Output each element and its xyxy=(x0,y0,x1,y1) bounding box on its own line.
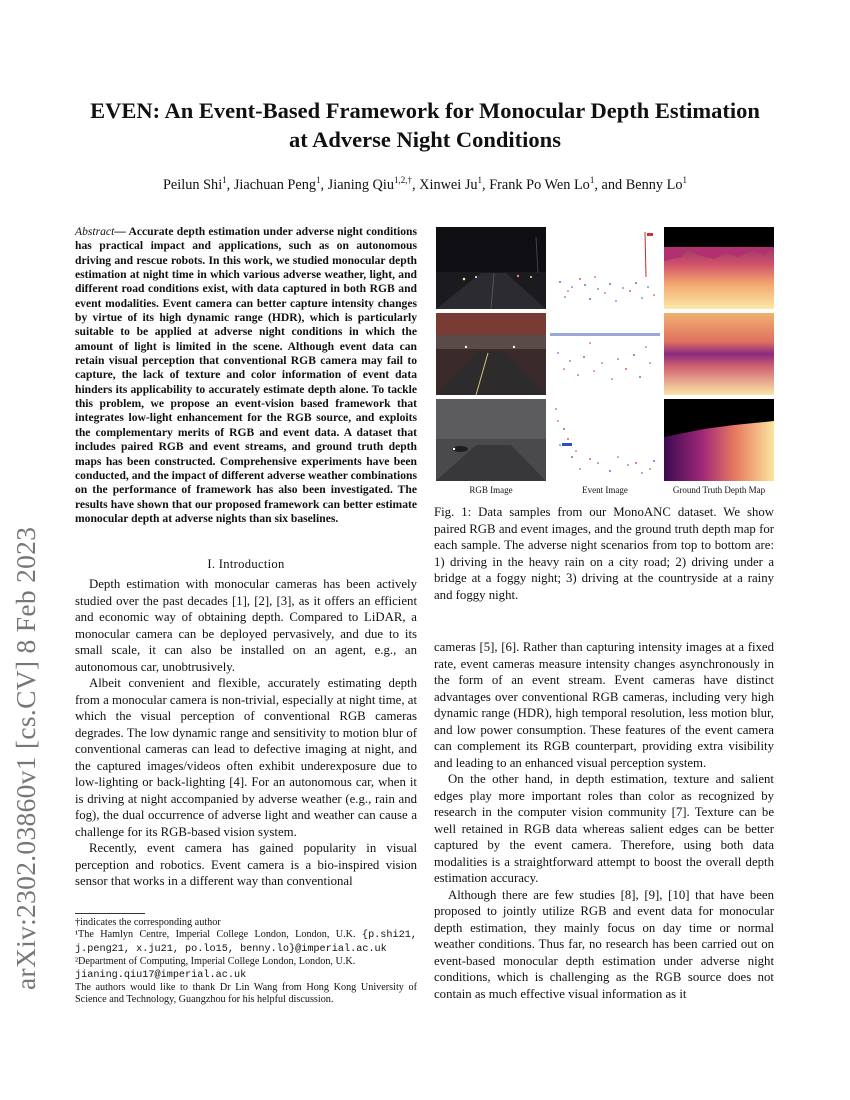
column-label-depth: Ground Truth Depth Map xyxy=(672,485,766,495)
email: jianing.qiu17@imperial.ac.uk xyxy=(75,969,247,981)
arxiv-sidebar-id: arXiv:2302.03860v1 [cs.CV] 8 Feb 2023 xyxy=(10,526,41,990)
footnote-rule xyxy=(75,913,145,914)
event-image-foggy-bridge xyxy=(550,313,660,395)
footnote-thanks: The authors would like to thank Dr Lin Wang from Hong Kong University of Science and Technology, Guangzhou for his helpful discussion. xyxy=(75,982,417,1006)
figure-caption: Fig. 1: Data samples from our MonoANC dataset. We show paired RGB and event images, and the ground truth depth map for each sample. The adverse night scenarios from top to bottom are: 1) driving in the heavy rain on a city road; 2) driving under a bridge at a foggy night; 3) driving at the countryside at a rainy and foggy night. xyxy=(434,505,774,602)
author: Benny Lo$^1$ xyxy=(625,175,688,193)
depth-map-countryside xyxy=(664,399,774,481)
event-image-rain-city xyxy=(550,227,660,309)
author: Peilun Shi$^1$ xyxy=(162,175,227,193)
depth-map-foggy-bridge xyxy=(664,313,774,395)
footnote-corresponding: †indicates the corresponding author xyxy=(75,917,221,928)
abstract xyxy=(75,225,417,526)
rgb-image-foggy-bridge xyxy=(436,313,546,395)
author: Xinwei Ju$^1$ xyxy=(419,175,483,193)
author: Jianing Qiu$^{1,2,\dagger}$ xyxy=(327,175,412,193)
paragraph: Albeit convenient and flexible, accurately estimating depth from a monocular camera is non-trivial, especially at night time, at which the visual perception of conventional RGB cameras degrades. The low dynamic range and sensitivity to motion blur of conventional cameras can lead to defective imaging at night, and the captured images/videos often exhibit underexposure due to low-lighting or back-lighting [4]. For an autonomous car, when it is driving at night accompanied by adverse weather (e.g., rain and fog), the dual occurrence of adverse light and weather can cause a challenge for its RGB-based vision system. xyxy=(75,676,417,839)
abstract-text: — Accurate depth estimation under adverse night conditions has practical impact and applications, such as on autonomous driving and rescue robots. In this work, we studied monocular depth estimation at night time in which various adverse weather, light, and different road conditions exist, with data captured in both RGB and event modalities. Event camera can better capture intensity changes by virtue of its high dynamic range (HDR), which is particularly suitable to be applied at adverse night conditions in which the amount of light is limited in the scene. Although event data can retain visual perception that conventional RGB camera may fail to capture, the lack of texture and color information of event data hinders its applicability to accurately estimate depth alone. To tackle this problem, we propose an event-vision based framework that integrates low-light enhancement for the RGB source, and exploits the complementary merits of RGB and event data. A dataset that includes paired RGB and event streams, and ground truth depth maps has been constructed. Comprehensive experiments have been conducted, and the impact of different adverse weather combinations on the performance of framework has also been investigated. The results have shown that our proposed framework can better estimate monocular depth at adverse nights than six baselines. xyxy=(75,225,417,525)
figure-1 xyxy=(434,225,774,497)
paragraph: Although there are few studies [8], [9], [10] that have been proposed to jointly utilize RGB and event data for monocular depth estimation, they mainly focus on day time or normal weather conditions. Thus far, no research has been carried out on event-based monocular depth estimation under adverse night conditions, which is challenging as the RGB source does not contain as much effective visual information as it xyxy=(434,887,774,1001)
author: Frank Po Wen Lo$^1$ xyxy=(489,175,595,193)
depth-map-rain-city xyxy=(664,227,774,309)
email-list: {p.shi21, j.peng21, x.ju21, po.lo15, benny.lo}@imperial.ac.uk xyxy=(75,930,417,955)
footnotes xyxy=(75,917,417,1007)
author: Jiachuan Peng$^1$ xyxy=(233,175,321,193)
title-line-2: at Adverse Night Conditions xyxy=(289,127,561,152)
paragraph: Recently, event camera has gained popularity in visual perception and robotics. Event camera is a bio-inspired vision sensor that works in a different way than conventional xyxy=(75,841,417,888)
footnote-affiliation-1: ¹The Hamlyn Centre, Imperial College London, London, U.K. {p.shi21, j.peng21, x.ju21, po.lo15, benny.lo}@imperial.ac.uk xyxy=(75,929,417,955)
column-label-event: Event Image xyxy=(582,485,628,495)
event-image-countryside xyxy=(550,399,660,481)
paragraph: cameras [5], [6]. Rather than capturing intensity images at a fixed rate, event cameras measure intensity changes asynchronously in the form of an event stream. Event cameras have distinct advantages over conventional RGB cameras, including very high dynamic range (HDR), high temporal resolution, less motion blur, and low power consumption. These features of the event camera can complement its RGB counterpart, providing extra visibility and leading to an enhanced visual perception system. xyxy=(434,640,774,770)
paragraph: On the other hand, in depth estimation, texture and salient edges play more important roles than color as recognized by research in the computer vision community [7]. Texture can be well retained in RGB data whereas salient edges can be better captured by the event camera. Therefore, using both data modalities is a straightforward attempt to boost the overall depth estimation accuracy. xyxy=(434,772,774,885)
author-list: Peilun Shi$^1$, Jiachuan Peng$^1$, Jianing Qiu$^{1,2,\dagger}$, Xinwei Ju$^1$, Frank Po Wen Lo$^1$, and Benny Lo$^1$ xyxy=(162,175,688,193)
column-label-rgb: RGB Image xyxy=(469,485,513,495)
right-column-body xyxy=(434,639,774,1002)
section-heading: I. Introduction xyxy=(207,557,285,571)
left-column-body xyxy=(75,576,417,890)
paper-title xyxy=(60,96,790,154)
title-line-1: EVEN: An Event-Based Framework for Monocular Depth Estimation xyxy=(90,98,760,123)
footnote-affiliation-2: ²Department of Computing, Imperial College London, London, U.K. jianing.qiu17@imperial.ac.uk xyxy=(75,956,356,981)
abstract-label: Abstract xyxy=(75,225,115,238)
rgb-image-rain-city xyxy=(436,227,546,309)
rgb-image-countryside xyxy=(436,399,546,481)
paragraph: Depth estimation with monocular cameras has been actively studied over the past decades [1], [2], [3], as it offers an efficient and economic way of obtaining depth. Compared to LiDAR, a monocular camera can be deployed pervasively, and due to its small scale, it can also be installed on an agent, e.g., an autonomous car, unobtrusively. xyxy=(75,577,417,674)
